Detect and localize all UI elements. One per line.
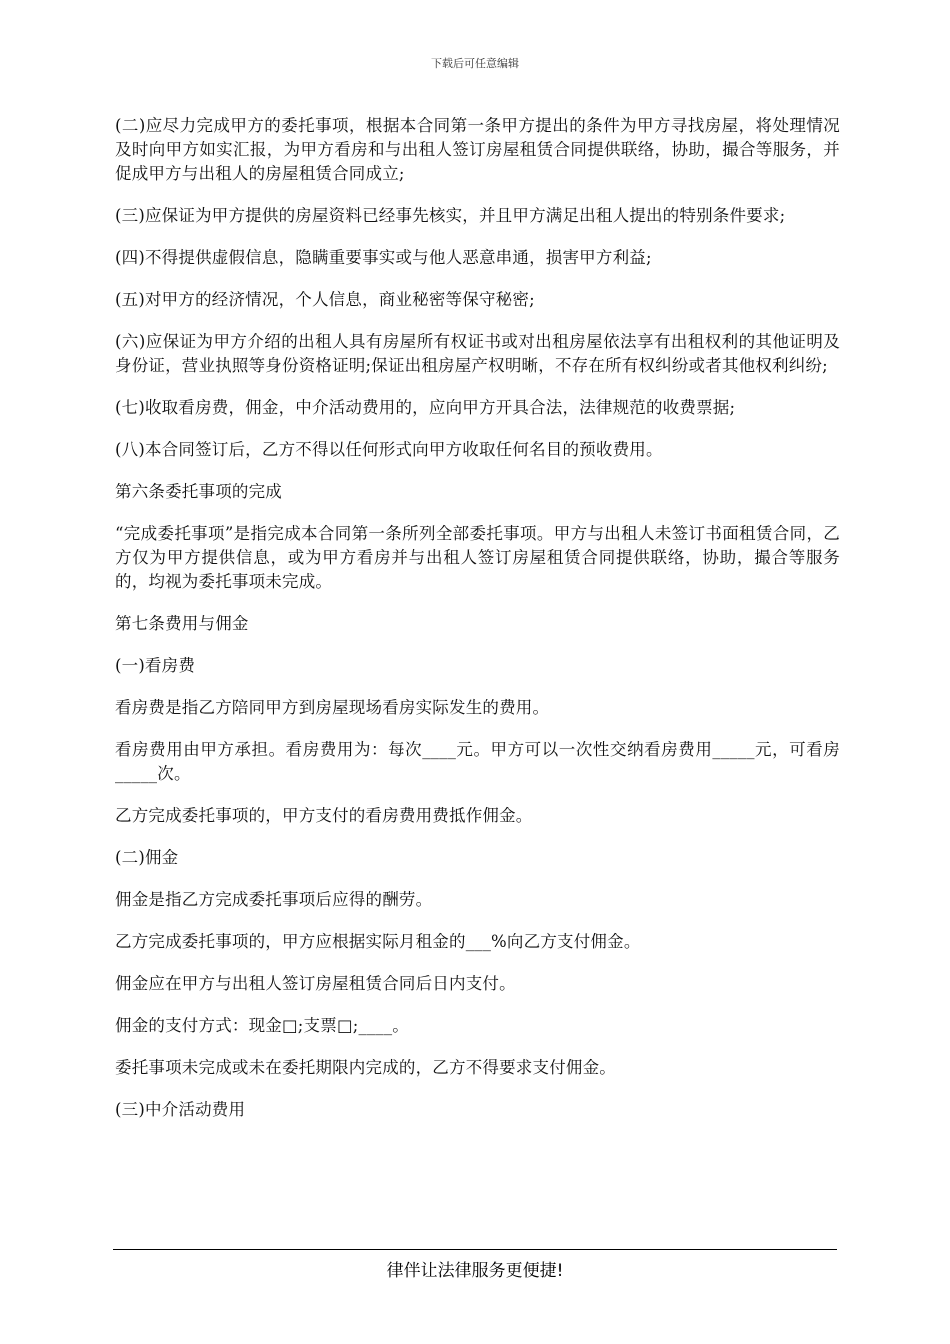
- clause-8-obligation: (八)本合同签订后，乙方不得以任何形式向甲方收取任何名目的预收费用。: [115, 440, 663, 459]
- page-footer: 律伴让法律服务更便捷!: [386, 1261, 564, 1281]
- document-body: [115, 114, 840, 1122]
- article-7-heading: 第七条费用与佣金: [115, 614, 249, 633]
- clause-2-obligation: (二)应尽力完成甲方的委托事项，根据本合同第一条甲方提出的条件为甲方寻找房屋，将处理情况及时向甲方如实汇报，为甲方看房和与出租人签订房屋租赁合同提供联络，协助，撮合等服务，并促成甲方与出租人的房屋租赁合同成立;: [115, 116, 840, 183]
- clause-5-obligation: (五)对甲方的经济情况，个人信息，商业秘密等保守秘密;: [115, 290, 535, 309]
- article-6-heading: 第六条委托事项的完成: [115, 482, 282, 501]
- agency-fee-heading: (三)中介活动费用: [115, 1100, 246, 1119]
- clause-6-obligation: (六)应保证为甲方介绍的出租人具有房屋所有权证书或对出租房屋依法享有出租权利的其他证明及身份证，营业执照等身份资格证明;保证出租房屋产权明晰，不存在所有权纠纷或者其他权利纠纷;: [115, 332, 840, 375]
- commission-payment-method: 佣金的支付方式：现金□;支票□;____。: [115, 1016, 409, 1035]
- page-header: 下载后可任意编辑: [431, 57, 519, 70]
- viewing-fee-definition: 看房费是指乙方陪同甲方到房屋现场看房实际发生的费用。: [115, 698, 550, 717]
- clause-3-obligation: (三)应保证为甲方提供的房屋资料已经事先核实，并且甲方满足出租人提出的特别条件要求;: [115, 206, 786, 225]
- clause-4-obligation: (四)不得提供虚假信息，隐瞒重要事实或与他人恶意串通，损害甲方利益;: [115, 248, 652, 267]
- viewing-fee-heading: (一)看房费: [115, 656, 196, 675]
- viewing-fee-amount: 看房费用由甲方承担。看房费用为：每次____元。甲方可以一次性交纳看房费用_____元，可看房_____次。: [115, 740, 840, 783]
- commission-heading: (二)佣金: [115, 848, 179, 867]
- commission-rate: 乙方完成委托事项的，甲方应根据实际月租金的___%向乙方支付佣金。: [115, 932, 641, 951]
- commission-condition: 委托事项未完成或未在委托期限内完成的，乙方不得要求支付佣金。: [115, 1058, 616, 1077]
- footer-divider: [113, 1249, 837, 1250]
- clause-7-obligation: (七)收取看房费，佣金，中介活动费用的，应向甲方开具合法，法律规范的收费票据;: [115, 398, 736, 417]
- commission-due: 佣金应在甲方与出租人签订房屋租赁合同后日内支付。: [115, 974, 516, 993]
- viewing-fee-offset: 乙方完成委托事项的，甲方支付的看房费用费抵作佣金。: [115, 806, 533, 825]
- article-6-body: “完成委托事项”是指完成本合同第一条所列全部委托事项。甲方与出租人未签订书面租赁合同，乙方仅为甲方提供信息，或为甲方看房并与出租人签订房屋租赁合同提供联络，协助，撮合等服务的，均视为委托事项未完成。: [115, 524, 840, 591]
- commission-definition: 佣金是指乙方完成委托事项后应得的酬劳。: [115, 890, 433, 909]
